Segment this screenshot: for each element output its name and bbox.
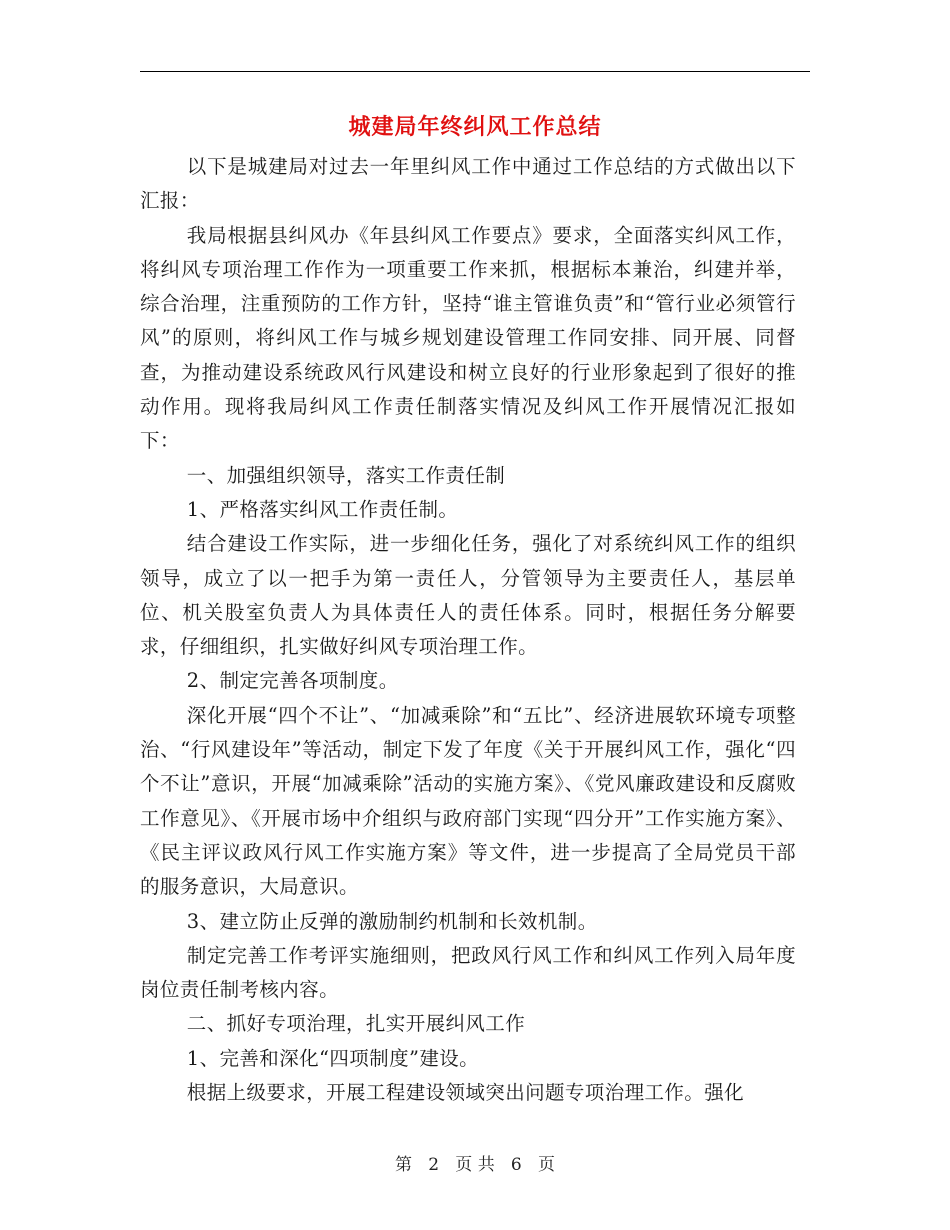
section-heading: 二、抓好专项治理，扎实开展纠风工作 bbox=[186, 1012, 526, 1036]
header-rule bbox=[140, 71, 810, 72]
paragraph: 我局根据县纠风办《年县纠风工作要点》要求，全面落实纠风工作，将纠风专项治理工作作为一项重要工作来抓，根据标本兼治，纠建并举，综合治理，注重预防的工作方针，坚持“谁主管谁负责”和“管行业必须管行风”的原则，将纠风工作与城乡规划建设管理工作同安排、同开展、同督查，为推动建设系统政风行风建设和树立良好的行业形象起到了很好的推动作用。现将我局纠风工作责任制落实情况及纠风工作开展情况汇报如下： bbox=[140, 223, 796, 453]
paragraph: 结合建设工作实际，进一步细化任务，强化了对系统纠风工作的组织领导，成立了以一把手为第一责任人，分管领导为主要责任人，基层单位、机关股室负责人为具体责任人的责任体系。同时，根据任务分解要求，仔细组织，扎实做好纠风专项治理工作。 bbox=[140, 532, 796, 659]
paragraph: 以下是城建局对过去一年里纠风工作中通过工作总结的方式做出以下汇报： bbox=[140, 155, 796, 213]
section-heading: 一、加强组织领导，落实工作责任制 bbox=[186, 463, 506, 487]
document-body bbox=[140, 150, 796, 1110]
subsection-heading: 2、制定完善各项制度。 bbox=[186, 669, 399, 693]
subsection-heading: 3、建立防止反弹的激励制约机制和长效机制。 bbox=[186, 909, 598, 933]
page-footer bbox=[0, 1153, 950, 1177]
subsection-heading: 1、严格落实纠风工作责任制。 bbox=[186, 497, 459, 521]
page-label-prefix: 第 bbox=[395, 1155, 413, 1175]
paragraph: 深化开展“四个不让”、“加减乘除”和“五比”、经济进展软环境专项整治、“行风建设年”等活动，制定下发了年度《关于开展纠风工作，强化“四个不让”意识，开展“加减乘除”活动的实施方案》、《党风廉政建设和反腐败工作意见》、《开展市场中介组织与政府部门实现“四分开”工作实施方案》、《民主评议政风行风工作实施方案》等文件，进一步提高了全局党员干部的服务意识，大局意识。 bbox=[140, 703, 796, 899]
document-title: 城建局年终纠风工作总结 bbox=[348, 114, 602, 140]
paragraph: 根据上级要求，开展工程建设领域突出问题专项治理工作。强化 bbox=[186, 1081, 744, 1105]
page-total-number: 6 bbox=[510, 1155, 522, 1175]
page-current-number: 2 bbox=[428, 1155, 440, 1175]
page-label-suffix: 页 bbox=[537, 1155, 555, 1175]
subsection-heading: 1、完善和深化“四项制度”建设。 bbox=[186, 1046, 480, 1070]
paragraph: 制定完善工作考评实施细则，把政风行风工作和纠风工作列入局年度岗位责任制考核内容。 bbox=[140, 943, 796, 1002]
page-label-middle: 页 共 bbox=[455, 1155, 495, 1175]
